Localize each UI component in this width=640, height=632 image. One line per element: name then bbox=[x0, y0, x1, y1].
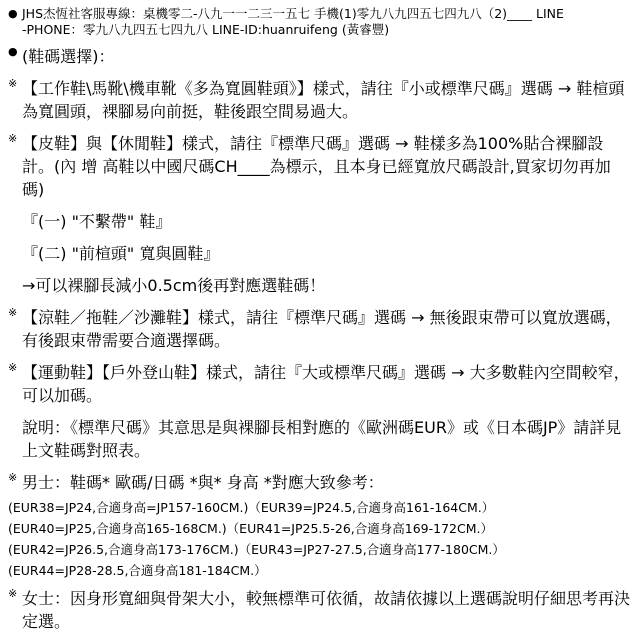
contact-header-body bbox=[22, 6, 632, 37]
asterisk-icon: ※ bbox=[8, 132, 18, 145]
list-item-text: →可以裸腳長減小0.5cm後再對應選鞋碼！ bbox=[22, 276, 326, 295]
womens-size-section bbox=[8, 586, 632, 632]
list-item-text: 【皮鞋】與【休閒鞋】樣式，請往『標準尺碼』選碼 → 鞋樣多為100%貼合裸腳設計。(內 增 高鞋以中國尺碼CH____為標示，且本身已經寬放尺碼設計,買家切勿再加碼) bbox=[22, 134, 611, 199]
list-item bbox=[8, 131, 632, 200]
size-row: (EUR42=JP26.5,合適身高173-176CM.)（EUR43=JP27-27.5,合適身高177-180CM.） bbox=[8, 542, 505, 557]
list-item-text: 【運動鞋】【戶外登山鞋】樣式，請往『大或標準尺碼』選碼 → 大多數鞋內空間較窄，可以加碼。 bbox=[22, 363, 630, 405]
asterisk-icon: ※ bbox=[8, 77, 18, 90]
list-item bbox=[8, 76, 632, 122]
list-item-text: 『(二) "前楦頭" 寬與圓鞋』 bbox=[22, 244, 220, 263]
explanation-text: 說明：《標準尺碼》其意思是與裸腳長相對應的《歐洲碼EUR》或《日本碼JP》請詳見上文鞋碼對照表。 bbox=[22, 418, 622, 460]
asterisk-icon: ※ bbox=[8, 587, 18, 600]
list-item bbox=[8, 241, 632, 264]
contact-header bbox=[8, 6, 632, 37]
mens-size-section bbox=[8, 470, 632, 493]
size-row: (EUR44=JP28-28.5,合適身高181-184CM.） bbox=[8, 563, 267, 578]
list-item-text: 【涼鞋／拖鞋／沙灘鞋】樣式，請往『標準尺碼』選碼 → 無後跟束帶可以寬放選碼，有後跟束帶需要合適選擇碼。 bbox=[22, 308, 622, 350]
size-row: (EUR40=JP25,合適身高165-168CM.)（EUR41=JP25.5-26,合適身高169-172CM.） bbox=[8, 521, 493, 536]
section-title-text: (鞋碼選擇)： bbox=[22, 47, 115, 66]
contact-line-2: -PHONE：零九八九四五七四九八 LINE-ID:huanruifeng (黃睿豐) bbox=[22, 21, 390, 37]
mens-size-table bbox=[8, 500, 632, 579]
contact-line-1: JHS杰恆社客服專線：桌機零二-八九一一二三一五七 手機(1)零九八九四五七四九八（2)____ LINE bbox=[22, 6, 564, 21]
mens-size-title: 男士：鞋碼* 歐碼/日碼 *與* 身高 *對應大致參考： bbox=[22, 473, 384, 492]
list-item-text: 『(一) "不繫帶" 鞋』 bbox=[22, 212, 172, 231]
womens-size-text: 女士：因身形寬細與骨架大小，較無標準可依循，故請依據以上選碼說明仔細思考再決定選。 bbox=[22, 589, 631, 631]
asterisk-icon: ※ bbox=[8, 306, 18, 319]
list-item bbox=[8, 360, 632, 406]
list-item bbox=[8, 273, 632, 296]
size-row: (EUR38=JP24,合適身高=JP157-160CM.)（EUR39=JP24.5,合適身高161-164CM.） bbox=[8, 500, 495, 515]
list-item bbox=[8, 209, 632, 232]
list-item-text: 【工作鞋\馬靴\機車靴《多為寬圓鞋頭》】樣式，請往『小或標準尺碼』選碼 → 鞋楦頭為寬圓頭，裸腳易向前挺，鞋後跟空間易過大。 bbox=[22, 79, 625, 121]
bullet-icon: ● bbox=[8, 45, 18, 58]
explanation-note bbox=[8, 415, 632, 461]
section-title bbox=[8, 44, 632, 67]
asterisk-icon: ※ bbox=[8, 471, 18, 484]
asterisk-icon: ※ bbox=[8, 361, 18, 374]
list-item bbox=[8, 305, 632, 351]
bullet-icon: ● bbox=[8, 7, 18, 20]
